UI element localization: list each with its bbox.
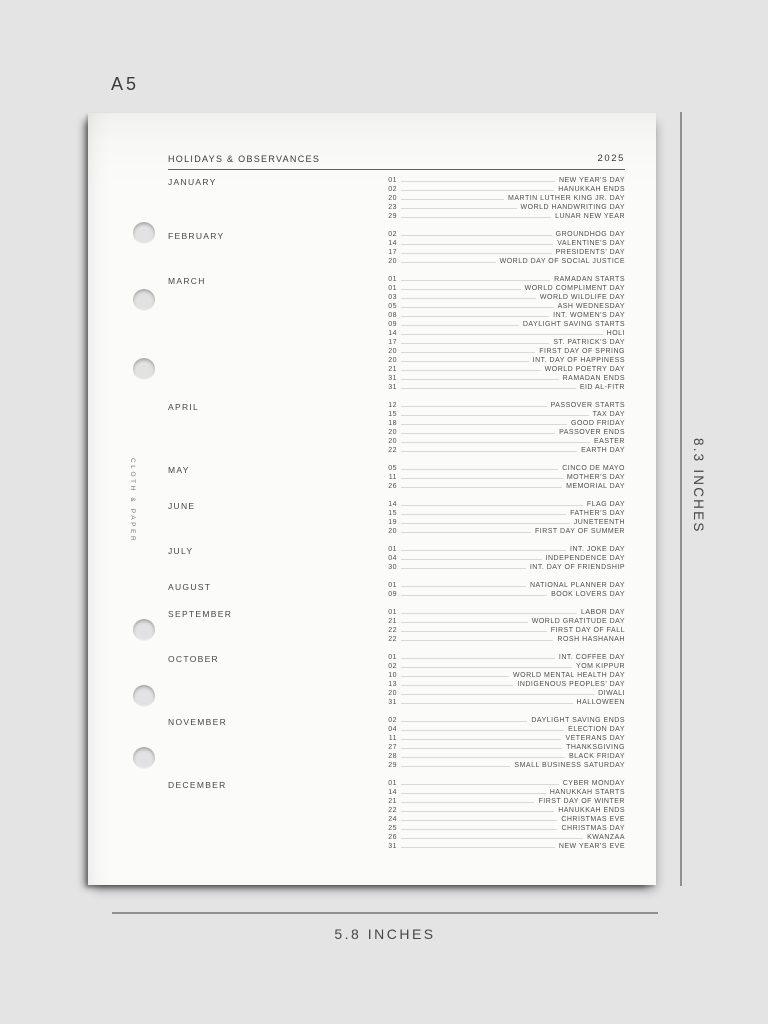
punch-hole [133,619,155,641]
holiday-date: 01 [388,546,397,553]
holiday-date: 20 [388,438,397,445]
holiday-name: BOOK LOVERS DAY [551,591,625,598]
punch-hole [133,289,155,311]
leader-line [401,658,555,659]
holiday-date: 20 [388,429,397,436]
holiday-date: 22 [388,627,397,634]
holiday-date: 02 [388,231,397,238]
page-title: HOLIDAYS & OBSERVANCES [168,154,321,164]
holiday-name: MOTHER'S DAY [566,474,625,481]
holiday-name: WORLD POETRY DAY [544,366,625,373]
month-section [168,401,625,455]
punch-hole [133,747,155,769]
holiday-name: INDEPENDENCE DAY [545,555,625,562]
holiday-row [168,401,625,410]
holiday-name: CHRISTMAS DAY [561,825,625,832]
leader-line [401,469,558,470]
leader-line [401,766,510,767]
holiday-row [168,779,625,788]
month-label: JUNE [168,500,196,511]
holiday-row [168,617,625,626]
holiday-row [168,320,625,329]
leader-line [401,694,594,695]
holiday-row [168,752,625,761]
holiday-row [168,797,625,806]
holiday-row [168,806,625,815]
month-label: NOVEMBER [168,716,228,727]
holiday-row [168,257,625,266]
leader-line [401,415,589,416]
leader-line [401,289,521,290]
holiday-name: ST. PATRICK'S DAY [553,339,625,346]
holiday-row [168,230,625,239]
holiday-date: 29 [388,213,397,220]
holiday-name: WORLD DAY OF SOCIAL JUSTICE [499,258,625,265]
holiday-row [168,482,625,491]
holiday-name: WORLD HANDWRITING DAY [520,204,625,211]
holiday-name: EARTH DAY [581,447,625,454]
holiday-date: 10 [388,672,397,679]
holiday-name: INDIGENOUS PEOPLES' DAY [517,681,625,688]
month-label: AUGUST [168,581,212,592]
leader-line [401,703,573,704]
holiday-name: CINCO DE MAYO [562,465,625,472]
holiday-date: 17 [388,339,397,346]
holiday-name: THANKSGIVING [566,744,625,751]
holiday-row [168,311,625,320]
holiday-date: 21 [388,366,397,373]
holiday-date: 01 [388,276,397,283]
holiday-row [168,680,625,689]
leader-line [401,595,547,596]
page-year: 2025 [597,153,625,164]
holiday-date: 28 [388,753,397,760]
leader-line [401,676,509,677]
leader-line [401,352,535,353]
holiday-row [168,590,625,599]
holiday-date: 04 [388,555,397,562]
holiday-row [168,689,625,698]
holiday-date: 02 [388,663,397,670]
month-label: JANUARY [168,176,217,187]
leader-line [401,361,529,362]
leader-line [401,631,547,632]
holiday-name: FIRST DAY OF SPRING [539,348,625,355]
holiday-row [168,473,625,482]
month-section [168,779,625,851]
holiday-name: WORLD MENTAL HEALTH DAY [513,672,625,679]
holiday-row [168,518,625,527]
holiday-date: 08 [388,312,397,319]
holiday-date: 24 [388,816,397,823]
month-section [168,500,625,536]
leader-line [401,532,531,533]
holiday-name: DAYLIGHT SAVING ENDS [531,717,625,724]
leader-line [401,586,526,587]
holiday-row [168,365,625,374]
holiday-date: 02 [388,186,397,193]
leader-line [401,802,534,803]
holiday-list [168,176,625,851]
leader-line [401,244,553,245]
holiday-date: 31 [388,699,397,706]
height-ruler-line [680,112,682,886]
holiday-name: DAYLIGHT SAVING STARTS [522,321,625,328]
month-section [168,176,625,221]
holiday-row [168,725,625,734]
leader-line [401,253,552,254]
holiday-row [168,329,625,338]
holiday-date: 02 [388,717,397,724]
month-label: MARCH [168,275,206,286]
holiday-date: 25 [388,825,397,832]
holiday-row [168,203,625,212]
holiday-row [168,743,625,752]
holiday-name: HANUKKAH ENDS [558,807,625,814]
leader-line [401,685,513,686]
holiday-name: FIRST DAY OF FALL [550,627,625,634]
holiday-name: NATIONAL PLANNER DAY [529,582,625,589]
holiday-row [168,698,625,707]
leader-line [401,442,590,443]
month-section [168,608,625,644]
holiday-date: 17 [388,249,397,256]
holiday-row [168,626,625,635]
holiday-row [168,545,625,554]
leader-line [401,640,553,641]
holiday-row [168,527,625,536]
holiday-date: 11 [388,735,397,742]
holiday-name: WORLD GRATITUDE DAY [531,618,625,625]
leader-line [401,334,603,335]
holiday-row [168,302,625,311]
holiday-date: 04 [388,726,397,733]
month-section [168,581,625,599]
holiday-name: DIWALI [598,690,625,697]
holiday-date: 20 [388,357,397,364]
holiday-name: INT. WOMEN'S DAY [553,312,625,319]
holiday-name: MEMORIAL DAY [566,483,625,490]
holiday-row [168,338,625,347]
holiday-row [168,437,625,446]
holiday-name: VETERANS DAY [565,735,625,742]
leader-line [401,280,550,281]
month-section [168,545,625,572]
holiday-date: 21 [388,798,397,805]
holiday-name: INT. DAY OF FRIENDSHIP [529,564,625,571]
holiday-row [168,833,625,842]
holiday-row [168,509,625,518]
month-label: MAY [168,464,190,475]
holiday-name: FATHER'S DAY [570,510,625,517]
holiday-row [168,446,625,455]
leader-line [401,424,567,425]
leader-line [401,316,549,317]
holiday-row [168,419,625,428]
leader-line [401,748,562,749]
holiday-date: 31 [388,384,397,391]
holiday-name: FIRST DAY OF WINTER [538,798,625,805]
month-section [168,275,625,392]
holiday-date: 15 [388,510,397,517]
leader-line [401,829,557,830]
page-header [168,153,625,170]
holiday-name: JUNETEENTH [573,519,625,526]
holiday-name: TAX DAY [592,411,625,418]
height-ruler-label: 8.3 INCHES [691,438,706,534]
holiday-date: 20 [388,348,397,355]
holiday-row [168,248,625,257]
month-label: JULY [168,545,194,556]
holiday-date: 26 [388,483,397,490]
holiday-date: 31 [388,375,397,382]
holiday-row [168,635,625,644]
holiday-name: FLAG DAY [586,501,625,508]
holiday-row [168,671,625,680]
leader-line [401,325,519,326]
leader-line [401,217,551,218]
holiday-name: LUNAR NEW YEAR [555,213,625,220]
leader-line [401,433,555,434]
holiday-row [168,176,625,185]
holiday-date: 30 [388,564,397,571]
holiday-name: INT. JOKE DAY [570,546,625,553]
month-label: DECEMBER [168,779,227,790]
leader-line [401,667,572,668]
leader-line [401,199,504,200]
holiday-date: 01 [388,609,397,616]
width-ruler-line [112,912,658,914]
holiday-date: 05 [388,303,397,310]
leader-line [401,820,557,821]
holiday-name: BLACK FRIDAY [568,753,625,760]
holiday-date: 05 [388,465,397,472]
holiday-row [168,284,625,293]
holiday-date: 09 [388,321,397,328]
leader-line [401,208,517,209]
punch-hole [133,685,155,707]
leader-line [401,847,555,848]
month-section [168,716,625,770]
month-label: FEBRUARY [168,230,225,241]
holiday-row [168,356,625,365]
holiday-row [168,581,625,590]
holiday-row [168,761,625,770]
holiday-date: 14 [388,330,397,337]
holiday-name: MARTIN LUTHER KING JR. DAY [508,195,625,202]
holiday-name: RAMADAN STARTS [554,276,625,283]
holiday-row [168,347,625,356]
holiday-date: 21 [388,618,397,625]
holiday-row [168,293,625,302]
leader-line [401,388,576,389]
leader-line [401,343,549,344]
holiday-date: 03 [388,294,397,301]
holiday-date: 09 [388,591,397,598]
leader-line [401,559,542,560]
leader-line [401,451,577,452]
holiday-date: 19 [388,519,397,526]
holiday-row [168,185,625,194]
leader-line [401,298,536,299]
holiday-date: 01 [388,582,397,589]
holiday-name: CYBER MONDAY [562,780,625,787]
holiday-date: 20 [388,690,397,697]
holiday-row [168,662,625,671]
leader-line [401,568,526,569]
holiday-name: PRESIDENTS' DAY [555,249,625,256]
holiday-row [168,653,625,662]
holiday-row [168,716,625,725]
size-label: A5 [111,74,140,94]
holiday-row [168,734,625,743]
holiday-date: 14 [388,501,397,508]
holiday-name: GOOD FRIDAY [571,420,625,427]
holiday-name: ELECTION DAY [568,726,625,733]
holiday-date: 20 [388,195,397,202]
holiday-date: 13 [388,681,397,688]
holiday-date: 01 [388,285,397,292]
holiday-name: PASSOVER STARTS [550,402,625,409]
month-section [168,653,625,707]
holiday-date: 11 [388,474,397,481]
leader-line [401,235,552,236]
leader-line [401,793,546,794]
holiday-row [168,374,625,383]
holiday-name: EID AL-FITR [579,384,625,391]
leader-line [401,757,565,758]
holiday-name: ASH WEDNESDAY [557,303,625,310]
holiday-row [168,428,625,437]
holiday-row [168,383,625,392]
leader-line [401,784,559,785]
leader-line [401,739,561,740]
holiday-row [168,824,625,833]
holiday-name: INT. COFFEE DAY [558,654,625,661]
month-section [168,230,625,266]
holiday-name: EASTER [593,438,625,445]
holiday-row [168,464,625,473]
brand-vertical-text: CLOTH & PAPER [129,458,136,544]
holiday-name: SMALL BUSINESS SATURDAY [514,762,625,769]
width-ruler-label: 5.8 INCHES [334,926,436,942]
holiday-row [168,194,625,203]
leader-line [401,307,554,308]
leader-line [401,838,583,839]
holiday-name: INT. DAY OF HAPPINESS [532,357,625,364]
holiday-date: 14 [388,789,397,796]
holiday-name: GROUNDHOG DAY [555,231,625,238]
holiday-row [168,815,625,824]
holiday-row [168,554,625,563]
leader-line [401,613,577,614]
holiday-name: PASSOVER ENDS [559,429,625,436]
holiday-name: CHRISTMAS EVE [561,816,625,823]
leader-line [401,721,527,722]
leader-line [401,487,562,488]
leader-line [401,262,496,263]
holiday-name: WORLD COMPLIMENT DAY [524,285,625,292]
leader-line [401,478,563,479]
holiday-date: 22 [388,807,397,814]
holiday-name: HOLI [606,330,625,337]
holiday-row [168,788,625,797]
holiday-date: 29 [388,762,397,769]
leader-line [401,370,541,371]
leader-line [401,379,559,380]
holiday-date: 31 [388,843,397,850]
leader-line [401,514,566,515]
holiday-name: WORLD WILDLIFE DAY [539,294,625,301]
holiday-row [168,275,625,284]
holiday-name: NEW YEAR'S EVE [558,843,625,850]
holiday-date: 27 [388,744,397,751]
leader-line [401,406,547,407]
holiday-date: 18 [388,420,397,427]
leader-line [401,811,554,812]
leader-line [401,523,570,524]
holiday-date: 12 [388,402,397,409]
holiday-date: 22 [388,636,397,643]
month-label: SEPTEMBER [168,608,233,619]
holiday-date: 20 [388,528,397,535]
holiday-name: HALLOWEEN [576,699,625,706]
holiday-date: 01 [388,177,397,184]
holiday-date: 20 [388,258,397,265]
holiday-name: KWANZAA [587,834,625,841]
holiday-row [168,500,625,509]
month-label: OCTOBER [168,653,219,664]
holiday-date: 23 [388,204,397,211]
leader-line [401,190,554,191]
holiday-row [168,410,625,419]
holiday-name: YOM KIPPUR [576,663,625,670]
holiday-date: 01 [388,654,397,661]
leader-line [401,505,583,506]
holiday-name: HANUKKAH STARTS [549,789,625,796]
holiday-name: NEW YEAR'S DAY [558,177,625,184]
holiday-name: RAMADAN ENDS [562,375,625,382]
leader-line [401,550,566,551]
leader-line [401,181,555,182]
holiday-row [168,608,625,617]
holiday-row [168,563,625,572]
punch-hole [133,222,155,244]
holiday-date: 26 [388,834,397,841]
holiday-date: 22 [388,447,397,454]
holiday-name: HANUKKAH ENDS [558,186,625,193]
leader-line [401,622,528,623]
planner-page [88,113,656,885]
punch-hole [133,358,155,380]
holiday-row [168,212,625,221]
holiday-name: ROSH HASHANAH [557,636,625,643]
holiday-row [168,239,625,248]
holiday-name: FIRST DAY OF SUMMER [534,528,625,535]
month-label: APRIL [168,401,200,412]
holiday-name: LABOR DAY [580,609,625,616]
leader-line [401,730,564,731]
holiday-date: 15 [388,411,397,418]
holiday-date: 14 [388,240,397,247]
month-section [168,464,625,491]
holiday-date: 01 [388,780,397,787]
holiday-row [168,842,625,851]
holiday-name: VALENTINE'S DAY [557,240,625,247]
